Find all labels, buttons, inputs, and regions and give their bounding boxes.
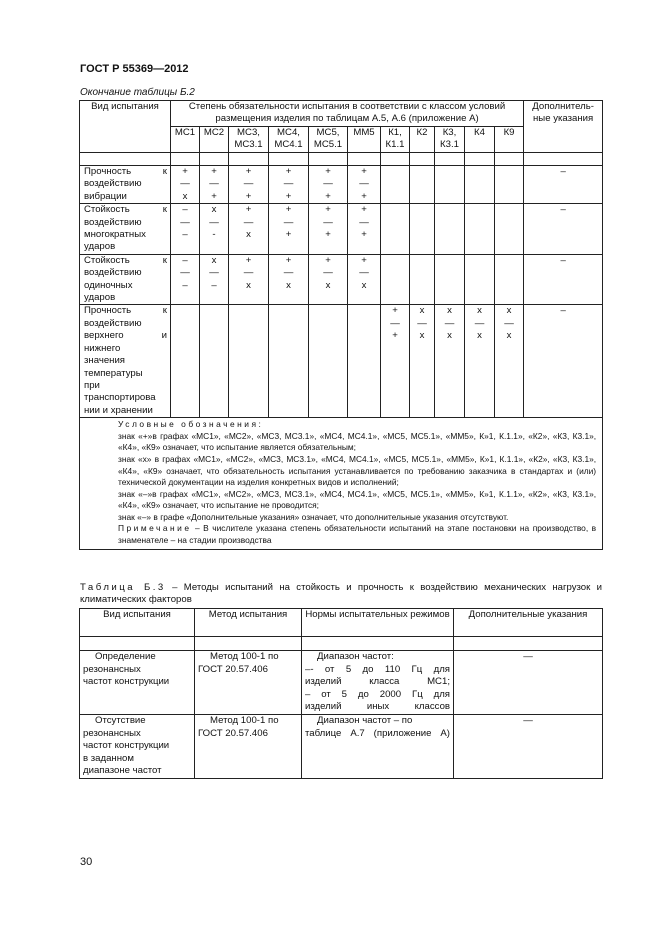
note-text: – В числителе указана степень обязательности испытаний на этапе постановки на производство, в знаменателе – на стадии производства [118, 523, 597, 546]
test-norms-line: изделий класса МС1; [305, 676, 450, 688]
extra-note: – [524, 166, 603, 204]
test-name-line: ударов [84, 241, 116, 253]
test-name-line: воздействию [84, 317, 142, 329]
test-name-line: многократных [84, 229, 146, 241]
legend-item: знак «х» в графах «МС1», «МС2», «МС3, МС3.1», «МС4, МС4.1», «МС5, МС5.1», «ММ5», К»1, К.1.1», «К2», «К3, К3.1», «К4», «К9» означает, что обязательность испытания устанавливается по требованию заказчика в стандартах и (или) технической документации на изделия конкретных видов и исполнений; [118, 453, 597, 488]
test-method [195, 651, 302, 715]
header-extra: Дополнитель-ные указания [524, 101, 603, 153]
t3-header-method: Метод испытания [195, 609, 302, 637]
requirement-cell [435, 166, 465, 204]
requirement-mark: + [325, 190, 331, 202]
test-name-line: воздействию [84, 216, 142, 228]
requirement-cell [200, 305, 229, 418]
requirement-mark: + [361, 166, 367, 177]
requirement-mark: - [212, 229, 216, 241]
t3-header-test-type: Вид испытания [80, 609, 195, 637]
requirement-mark: + [245, 254, 252, 266]
document-header: ГОСТ Р 55369—2012 [80, 63, 189, 75]
test-name-line: значения [84, 355, 126, 367]
fraction-bar: — [359, 178, 369, 190]
legend-item: знак «+»в графах «МС1», «МС2», «МС3, МС3.1», «МС4, МС4.1», «МС5, МС5.1», «ММ5», К»1, К.1.1», «К2», «К3, К3.1», «К4», «К9» означает, что испытание является обязательным; [118, 430, 597, 453]
test-name-line: одиночных [84, 279, 133, 291]
requirement-mark: х [447, 305, 452, 317]
test-name-line: нижнего [84, 342, 121, 354]
fraction-bar: — [283, 216, 294, 228]
requirement-cell [381, 305, 410, 418]
requirement-mark: + [285, 254, 292, 266]
fraction-bar: — [474, 317, 485, 329]
requirement-mark: х [211, 204, 217, 216]
legend-note [86, 523, 596, 546]
requirement-mark: + [285, 229, 292, 241]
test-name-line: резонансных [83, 727, 141, 739]
requirement-mark: – [211, 279, 217, 291]
requirement-cell [309, 204, 348, 255]
extra-note: — [454, 651, 603, 715]
requirement-mark: х [286, 279, 291, 291]
requirement-cell [171, 305, 200, 418]
requirement-mark: + [211, 190, 217, 202]
fraction-bar: — [359, 216, 369, 228]
requirement-cell [381, 166, 410, 204]
requirement-mark: х [419, 330, 425, 342]
requirement-mark: + [245, 166, 252, 177]
test-name [80, 254, 171, 305]
test-name-line: воздействию [84, 267, 142, 279]
requirement-mark: + [285, 204, 292, 216]
requirement-mark: + [182, 166, 188, 177]
fraction-bar: — [209, 178, 219, 190]
requirement-cell [171, 166, 200, 204]
requirement-mark: + [325, 166, 331, 177]
fraction-bar: — [417, 317, 427, 329]
requirement-cell [200, 204, 229, 255]
requirement-cell [229, 204, 269, 255]
legend [80, 418, 603, 550]
test-method-line: Метод 100-1 по [210, 714, 279, 726]
test-norms-line: Диапазон частот – по [317, 714, 413, 726]
requirement-cell [465, 254, 495, 305]
class-header: К4 [465, 127, 495, 153]
class-header: МС2 [200, 127, 229, 153]
fraction-bar: — [504, 317, 514, 329]
class-header: К2 [410, 127, 435, 153]
requirement-cell [229, 305, 269, 418]
header-test-type: Вид испытания [80, 101, 171, 153]
test-name [80, 305, 171, 418]
requirement-mark: + [285, 166, 292, 177]
test-name-line: Определение [95, 651, 156, 662]
legend-item: знак «–»в графах «МС1», «МС2», «МС3, МС3.1», «МС4, МС4.1», «МС5, МС5.1», «ММ5», К»1, К.1.1», «К2», «К3, К3.1», «К4», «К9» означает, что испытание не проводится; [118, 488, 597, 511]
test-method-line: ГОСТ 20.57.406 [198, 663, 268, 675]
test-norms-line: Диапазон частот: [317, 651, 394, 662]
test-name-line: Стойкость к [84, 204, 167, 216]
requirement-mark: + [245, 204, 252, 216]
requirement-cell [348, 166, 381, 204]
class-header: МС1 [171, 127, 200, 153]
requirement-cell [348, 204, 381, 255]
test-norms-line: –- от 5 до 110 Гц для [305, 663, 450, 675]
test-norms [302, 651, 454, 715]
test-name-line: нии и хранении [84, 404, 153, 416]
test-name-line: при [84, 379, 100, 391]
requirement-cell [435, 254, 465, 305]
spacer-row [80, 153, 603, 166]
table-row [80, 254, 603, 305]
test-name-line: Отсутствие [95, 714, 146, 726]
fraction-bar: — [323, 216, 333, 228]
requirement-mark: + [285, 190, 292, 202]
test-name-line: температуры [84, 367, 143, 379]
requirement-cell [229, 254, 269, 305]
requirement-cell [495, 254, 524, 305]
table-b2 [79, 100, 603, 550]
test-name-line: частот конструкции [83, 740, 170, 752]
test-name-line: Стойкость к [84, 254, 167, 266]
fraction-bar: — [323, 178, 333, 190]
test-norms-line: таблице А.7 (приложение А) [305, 727, 450, 739]
test-norms-line: – от 5 до 2000 Гц для [305, 688, 450, 700]
requirement-mark: + [245, 190, 252, 202]
requirement-mark: + [392, 330, 398, 342]
requirement-mark: – [182, 204, 188, 216]
requirement-cell [465, 305, 495, 418]
test-name [80, 166, 171, 204]
table-b3-label: Таблица Б.3 [80, 582, 166, 593]
requirement-mark: х [506, 305, 512, 317]
requirement-cell [465, 204, 495, 255]
test-name [80, 651, 195, 715]
requirement-cell [309, 305, 348, 418]
fraction-bar: — [243, 178, 254, 190]
requirement-mark: х [246, 279, 251, 291]
requirement-mark: + [361, 190, 367, 202]
test-norms [302, 714, 454, 778]
test-name [80, 204, 171, 255]
requirement-mark: + [392, 305, 398, 317]
fraction-bar: — [180, 178, 190, 190]
requirement-mark: х [246, 229, 251, 241]
extra-note: — [454, 714, 603, 778]
requirement-cell [348, 254, 381, 305]
class-header: ММ5 [348, 127, 381, 153]
requirement-cell [309, 254, 348, 305]
requirement-cell [171, 254, 200, 305]
extra-note: – [524, 305, 603, 418]
table-b3-title: – Методы испытаний на стойкость и прочность к воздействию механических нагрузок и климатических факторов [80, 582, 603, 605]
test-name-line: резонансных [83, 663, 141, 675]
test-name-line: верхнего и [84, 330, 167, 342]
class-header: МС3, МС3.1 [229, 127, 269, 153]
requirement-mark: + [361, 204, 367, 216]
class-header: К1, К1.1 [381, 127, 410, 153]
test-name-line: Прочность к [84, 305, 167, 317]
class-header: К9 [495, 127, 524, 153]
requirement-cell [200, 254, 229, 305]
requirement-cell [410, 254, 435, 305]
requirement-mark: х [477, 305, 482, 317]
class-header: МС4, МС4.1 [269, 127, 309, 153]
test-method-line: Метод 100-1 по [210, 651, 279, 662]
requirement-cell [465, 166, 495, 204]
fraction-bar: — [243, 267, 254, 279]
test-name-line: воздействию [84, 178, 142, 190]
requirement-mark: + [361, 229, 367, 241]
extra-note: – [524, 254, 603, 305]
requirement-cell [495, 204, 524, 255]
requirement-cell [269, 254, 309, 305]
table-row [80, 651, 603, 715]
fraction-bar: — [180, 267, 190, 279]
test-method [195, 714, 302, 778]
requirement-cell [381, 254, 410, 305]
requirement-mark: х [361, 279, 367, 291]
note-label: Примечание [118, 523, 192, 534]
fraction-bar: — [209, 216, 219, 228]
class-header: К3, К3.1 [435, 127, 465, 153]
header-degree: Степень обязательности испытания в соответствии с классом условий размещения изделия по таблицам А.5, А.6 (приложение А) [171, 101, 524, 127]
requirement-mark: + [211, 166, 217, 177]
extra-note: – [524, 204, 603, 255]
table-row [80, 204, 603, 255]
requirement-mark: х [447, 330, 452, 342]
requirement-cell [171, 204, 200, 255]
fraction-bar: — [243, 216, 254, 228]
test-name-line: в заданном [83, 752, 134, 764]
test-name-line: частот конструкции [83, 676, 170, 688]
requirement-cell [269, 204, 309, 255]
requirement-cell [410, 204, 435, 255]
requirement-mark: + [361, 254, 367, 266]
requirement-mark: + [325, 229, 331, 241]
requirement-mark: – [182, 279, 188, 291]
table-b3 [79, 608, 603, 779]
fraction-bar: — [390, 317, 400, 329]
requirement-cell [309, 166, 348, 204]
test-name [80, 714, 195, 778]
fraction-bar: — [283, 178, 294, 190]
legend-title: Условные обозначения: [118, 419, 264, 430]
requirement-mark: х [211, 254, 217, 266]
requirement-mark: + [325, 254, 331, 266]
table-b3-caption [80, 582, 602, 606]
requirement-mark: – [182, 229, 188, 241]
table-row [80, 166, 603, 204]
requirement-cell [200, 166, 229, 204]
fraction-bar: — [444, 317, 455, 329]
test-name-line: Прочность к [84, 166, 167, 177]
t3-spacer-row [80, 637, 603, 651]
test-method-line: ГОСТ 20.57.406 [198, 727, 268, 739]
requirement-cell [348, 305, 381, 418]
requirement-mark: х [477, 330, 482, 342]
t3-header-norms: Нормы испытательных режимов [302, 609, 454, 637]
fraction-bar: — [359, 267, 369, 279]
test-name-line: транспортирова [84, 392, 156, 404]
page-number: 30 [80, 856, 93, 868]
fraction-bar: — [283, 267, 294, 279]
legend-item: знак «–» в графе «Дополнительные указания» означает, что дополнительные указания отсутствуют. [118, 511, 509, 522]
table-continuation-caption: Окончание таблицы Б.2 [80, 87, 195, 98]
requirement-mark: – [182, 254, 188, 266]
fraction-bar: — [323, 267, 333, 279]
requirement-cell [495, 166, 524, 204]
requirement-cell [435, 305, 465, 418]
requirement-mark: х [182, 190, 188, 202]
requirement-cell [495, 305, 524, 418]
requirement-cell [269, 305, 309, 418]
requirement-cell [381, 204, 410, 255]
fraction-bar: — [180, 216, 190, 228]
requirement-mark: + [325, 204, 331, 216]
requirement-mark: х [506, 330, 512, 342]
requirement-cell [410, 305, 435, 418]
test-norms-line: изделий иных классов [305, 701, 450, 713]
requirement-cell [410, 166, 435, 204]
requirement-cell [269, 166, 309, 204]
table-row [80, 305, 603, 418]
requirement-cell [435, 204, 465, 255]
fraction-bar: — [209, 267, 219, 279]
requirement-mark: х [419, 305, 425, 317]
t3-header-extra: Дополнительные указания [454, 609, 603, 637]
requirement-mark: х [325, 279, 331, 291]
requirement-cell [229, 166, 269, 204]
table-row [80, 714, 603, 778]
test-name-line: ударов [84, 292, 116, 304]
test-name-line: диапазоне частот [83, 765, 162, 777]
class-header: МС5, МС5.1 [309, 127, 348, 153]
test-name-line: вибрации [84, 190, 127, 202]
